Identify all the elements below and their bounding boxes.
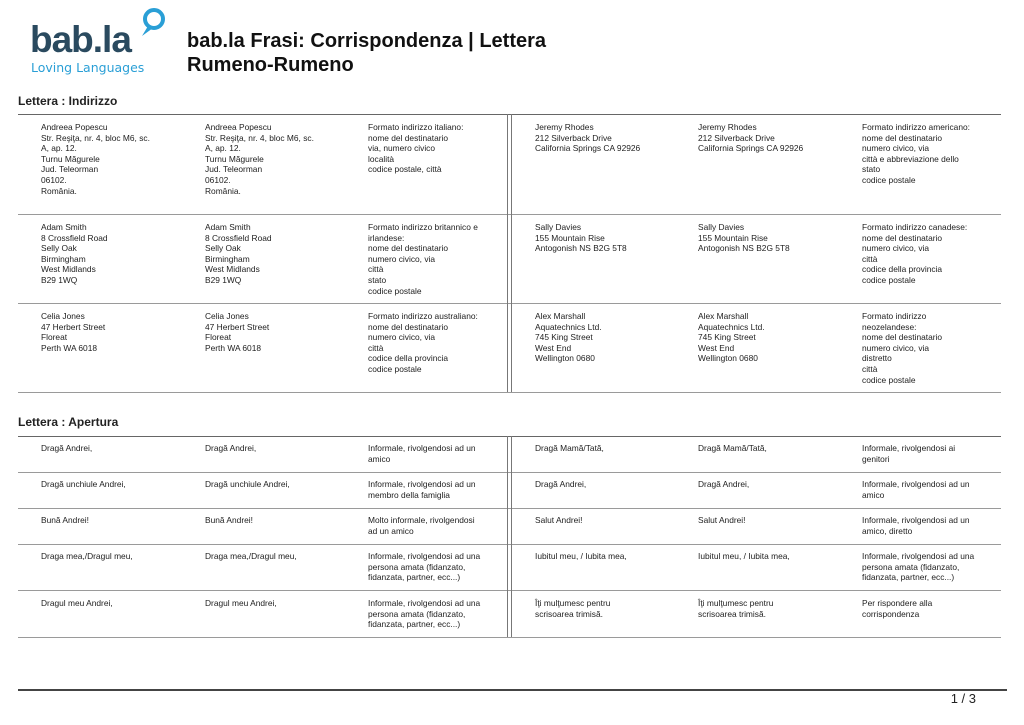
footer-divider — [18, 689, 1007, 691]
section-title-opening: Lettera : Apertura — [18, 415, 119, 429]
column-divider — [507, 114, 512, 392]
table-cell: Iubitul meu, / Iubita mea, — [698, 551, 790, 561]
table-cell: Informale, rivolgendosi ad un amico — [862, 479, 970, 500]
table-cell: Celia Jones 47 Herbert Street Floreat Perth WA 6018 — [205, 311, 270, 353]
table-cell: Draga mea,/Dragul meu, — [205, 551, 297, 561]
divider — [18, 637, 1001, 638]
table-cell: Dragul meu Andrei, — [41, 598, 113, 608]
table-cell: Dragă Mamă/Tată, — [698, 443, 767, 453]
table-cell: Formato indirizzo australiano: nome del destinatario numero civico, via città codice della provincia codice postale — [368, 311, 478, 374]
table-cell: Dragă Andrei, — [205, 443, 257, 453]
table-cell: Iubitul meu, / Iubita mea, — [535, 551, 627, 561]
table-cell: Bună Andrei! — [205, 515, 253, 525]
table-cell: Draga mea,/Dragul meu, — [41, 551, 133, 561]
table-cell: Molto informale, rivolgendosi ad un amico — [368, 515, 475, 536]
section-title-address: Lettera : Indirizzo — [18, 94, 118, 108]
table-cell: Formato indirizzo americano: nome del destinatario numero civico, via città e abbreviazione dello stato codice postale — [862, 122, 970, 185]
logo-wordmark: bab.la — [30, 19, 131, 60]
divider — [18, 392, 1001, 393]
page-title-line1: bab.la Frasi: Corrispondenza | Lettera — [187, 30, 547, 52]
page-title-line2: Rumeno-Rumeno — [187, 54, 354, 76]
table-cell: Celia Jones 47 Herbert Street Floreat Perth WA 6018 — [41, 311, 106, 353]
table-cell: Formato indirizzo neozelandese: nome del destinatario numero civico, via distretto città codice postale — [862, 311, 943, 385]
table-cell: Per rispondere alla corrispondenza — [862, 598, 933, 619]
table-cell: Informale, rivolgendosi ad una persona amata (fidanzato, fidanzata, partner, ecc...) — [368, 551, 481, 583]
table-cell: Informale, rivolgendosi ad una persona amata (fidanzato, fidanzata, partner, ecc...) — [368, 598, 481, 630]
table-cell: Formato indirizzo canadese: nome del destinatario numero civico, via città codice della provincia codice postale — [862, 222, 968, 285]
table-cell: Informale, rivolgendosi ad un membro della famiglia — [368, 479, 476, 500]
table-cell: Alex Marshall Aquatechnics Ltd. 745 King Street West End Wellington 0680 — [535, 311, 602, 364]
table-cell: Dragă Andrei, — [535, 479, 587, 489]
logo-tagline: Loving Languages — [31, 60, 145, 75]
table-cell: Adam Smith 8 Crossfield Road Selly Oak Birmingham West Midlands B29 1WQ — [41, 222, 108, 285]
table-cell: Îţi mulţumesc pentru scrisoarea trimisă. — [535, 598, 611, 619]
table-cell: Dragă Andrei, — [698, 479, 750, 489]
table-cell: Andreea Popescu Str. Reşiţa, nr. 4, bloc M6, sc. A, ap. 12. Turnu Măgurele Jud. Teleorman 06102. România. — [41, 122, 150, 196]
table-cell: Informale, rivolgendosi ai genitori — [862, 443, 956, 464]
table-cell: Sally Davies 155 Mountain Rise Antogonish NS B2G 5T8 — [535, 222, 627, 254]
table-cell: Informale, rivolgendosi ad un amico, diretto — [862, 515, 970, 536]
table-cell: Adam Smith 8 Crossfield Road Selly Oak Birmingham West Midlands B29 1WQ — [205, 222, 272, 285]
table-cell: Dragă Mamă/Tată, — [535, 443, 604, 453]
table-cell: Dragă Andrei, — [41, 443, 93, 453]
table-cell: Formato indirizzo britannico e irlandese: nome del destinatario numero civico, via città stato codice postale — [368, 222, 478, 296]
table-cell: Informale, rivolgendosi ad un amico — [368, 443, 476, 464]
table-cell: Salut Andrei! — [698, 515, 746, 525]
table-cell: Dragă unchiule Andrei, — [41, 479, 126, 489]
page-number: 1 / 3 — [950, 691, 976, 706]
table-cell: Informale, rivolgendosi ad una persona amata (fidanzato, fidanzata, partner, ecc...) — [862, 551, 975, 583]
table-cell: Dragul meu Andrei, — [205, 598, 277, 608]
table-cell: Jeremy Rhodes 212 Silverback Drive California Springs CA 92926 — [698, 122, 804, 154]
table-cell: Îţi mulţumesc pentru scrisoarea trimisă. — [698, 598, 774, 619]
table-cell: Jeremy Rhodes 212 Silverback Drive California Springs CA 92926 — [535, 122, 641, 154]
table-cell: Bună Andrei! — [41, 515, 89, 525]
babla-logo[interactable] — [29, 6, 174, 76]
table-cell: Salut Andrei! — [535, 515, 583, 525]
table-cell: Andreea Popescu Str. Reşiţa, nr. 4, bloc M6, sc. A, ap. 12. Turnu Măgurele Jud. Teleorman 06102. România. — [205, 122, 314, 196]
table-cell: Alex Marshall Aquatechnics Ltd. 745 King Street West End Wellington 0680 — [698, 311, 765, 364]
column-divider — [507, 436, 512, 637]
table-cell: Sally Davies 155 Mountain Rise Antogonish NS B2G 5T8 — [698, 222, 790, 254]
table-cell: Formato indirizzo italiano: nome del destinatario via, numero civico località codice postale, città — [368, 122, 464, 175]
page-title — [187, 29, 546, 77]
table-cell: Dragă unchiule Andrei, — [205, 479, 290, 489]
